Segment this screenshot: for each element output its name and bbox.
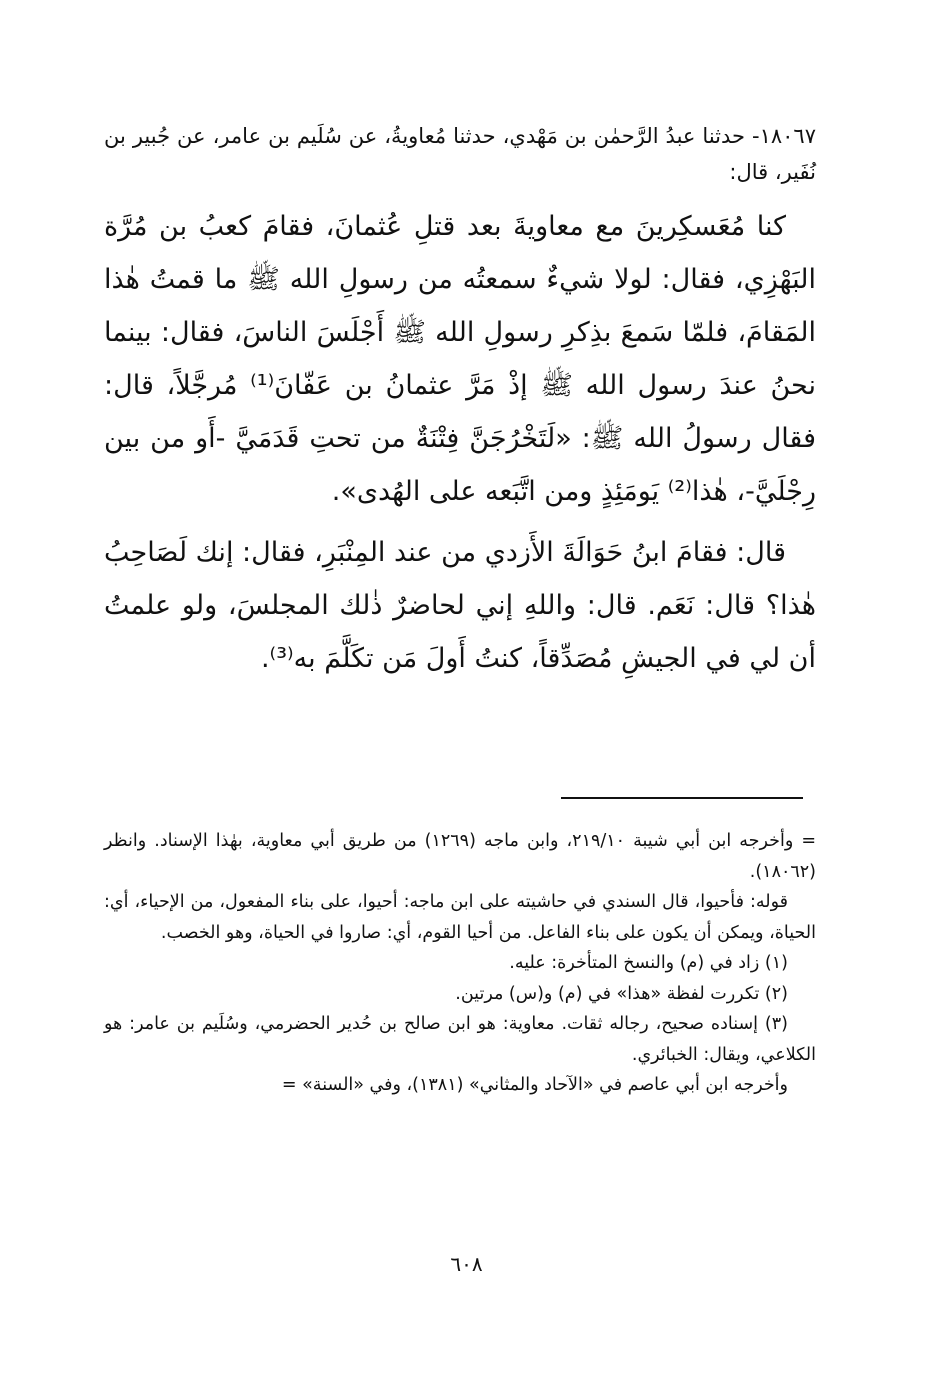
hadith-chain: ١٨٠٦٧- حدثنا عبدُ الرَّحمٰن بن مَهْدي، حدثنا مُعاويةُ، عن سُلَيم بن عامر، عن جُبير بن نُفَير، قال:: [104, 124, 816, 184]
footnote-commentary: قوله: فأحيوا، قال السندي في حاشيته على ابن ماجه: أحيوا، على بناء المفعول، من الإحياء، أي: الحياة، ويمكن أن يكون على بناء الفاعل. من أحيا القوم، أي: صاروا في الحياة، وهو الخصب.: [104, 892, 816, 943]
page-number: ٦٠٨: [450, 1252, 483, 1276]
footnote-3: (٣) إسناده صحيح، رجاله ثقات. معاوية: هو ابن صالح بن حُدير الحضرمي، وسُلَيم بن عامر: هو الكلاعي، ويقال: الخبائري.: [104, 1014, 816, 1065]
hadith-body: [104, 118, 816, 693]
footnote-2: (٢) تكررت لفظة «هذا» في (م) و(س) مرتين.: [455, 983, 788, 1004]
footnote-1: (١) زاد في (م) والنسخ المتأخرة: عليه.: [509, 953, 788, 973]
footnotes: [104, 826, 816, 1101]
hadith-paragraph-2: قال: فقامَ ابنُ حَوَالَةَ الأَزدي من عند المِنْبَرِ، فقال: إنك لَصَاحِبُ هٰذا؟ قال: نَعَم. قال: واللهِ إني لحاضرٌ ذٰلك المجلسَ، ولو علمتُ أن لي في الجيشِ مُصَدِّقاً، كنتُ أَولَ مَن تكَلَّمَ به⁽³⁾.: [104, 537, 816, 674]
hadith-paragraph-1: كنا مُعَسكِرينَ مع معاويةَ بعد قتلِ عُثمانَ، فقامَ كعبُ بن مُرَّة البَهْزِي، فقال: لولا شيءٌ سمعتُه من رسولِ الله ﷺ ما قمتُ هٰذا المَقامَ، فلمّا سَمعَ بذِكرِ رسولِ الله ﷺ أَجْلَسَ الناسَ، فقال: بينما نحنُ عندَ رسول الله ﷺ إذْ مَرَّ عثمانُ بن عَفّانَ⁽¹⁾ مُرجَّلاً، قال: فقال رسولُ الله ﷺ: «لَتَخْرُجَنَّ فِتْنَةٌ من تحتِ قَدَمَيَّ -أَو من بين رِجْلَيَّ-، هٰذا⁽²⁾ يَومَئِذٍ ومن اتَّبَعه على الهُدى».: [104, 211, 816, 507]
footnote-3-continued: وأخرجه ابن أبي عاصم في «الآحاد والمثاني» (١٣٨١)، وفي «السنة» =: [281, 1075, 788, 1095]
footnote-continuation: = وأخرجه ابن أبي شيبة ٢١٩/١٠، وابن ماجه (١٢٦٩) من طريق أبي معاوية، بهٰذا الإسناد. وانظر (١٨٠٦٢).: [104, 831, 817, 882]
footnote-divider: [561, 797, 803, 799]
